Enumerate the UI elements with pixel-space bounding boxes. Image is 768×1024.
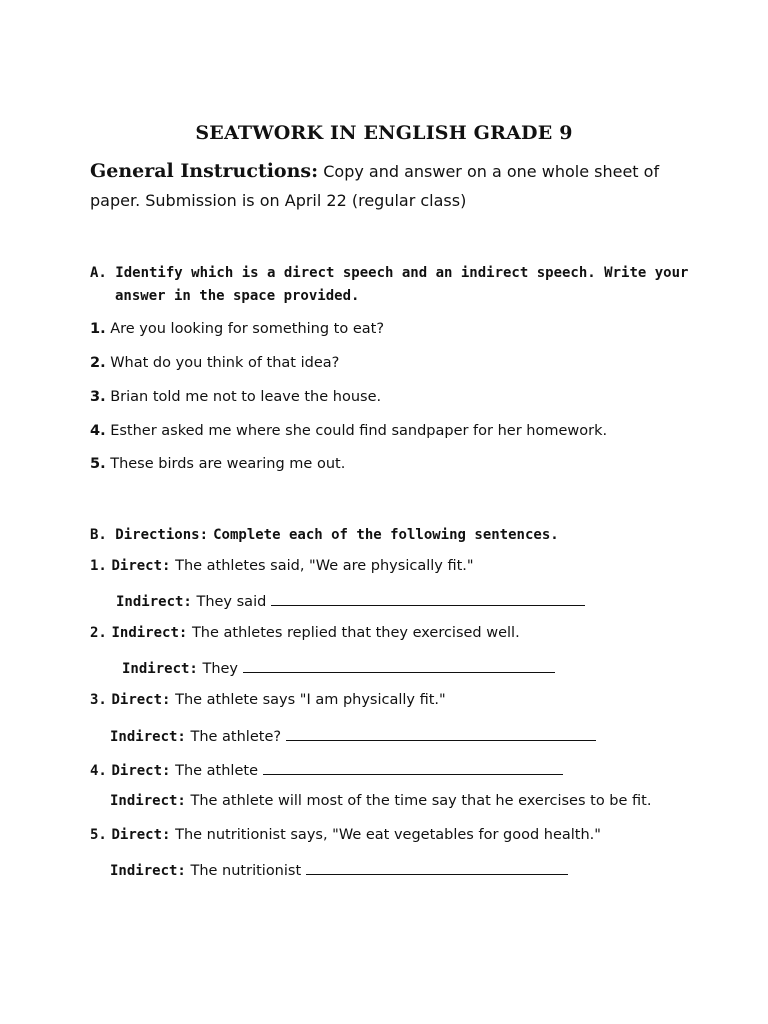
section-a-item xyxy=(90,321,384,337)
section-b-item xyxy=(122,658,555,677)
item-text: The athletes said, "We are physically fit." xyxy=(175,558,474,574)
item-text: The athlete xyxy=(175,763,258,779)
item-label: Indirect: xyxy=(116,594,192,610)
item-label: Indirect: xyxy=(110,793,186,809)
item-label: Direct: xyxy=(111,827,171,843)
section-a-instruction-line1: A. Identify which is a direct speech and an indirect speech. Write your xyxy=(90,265,689,281)
item-label: Indirect: xyxy=(110,729,186,745)
item-label: Direct: xyxy=(111,763,171,779)
item-number: 3. xyxy=(90,389,106,405)
item-text: These birds are wearing me out. xyxy=(110,456,346,472)
general-instructions-line2: paper. Submission is on April 22 (regular class) xyxy=(90,191,467,210)
item-number: 4. xyxy=(90,423,106,439)
item-number: 5. xyxy=(90,827,107,843)
section-b-item xyxy=(90,827,601,843)
item-text: The athlete? xyxy=(190,729,282,745)
item-number: 1. xyxy=(90,558,107,574)
item-text: They said xyxy=(196,594,267,610)
answer-blank[interactable] xyxy=(243,658,555,673)
item-text: The athlete will most of the time say that he exercises to be fit. xyxy=(190,793,652,809)
answer-blank[interactable] xyxy=(286,726,596,741)
item-text: Esther asked me where she could find sandpaper for her homework. xyxy=(110,423,608,439)
item-label: Direct: xyxy=(111,558,171,574)
item-label: Indirect: xyxy=(110,863,186,879)
section-b-item xyxy=(90,558,474,574)
item-label: Indirect: xyxy=(111,625,188,641)
section-a-item xyxy=(90,456,345,472)
item-text: They xyxy=(202,661,239,677)
section-a-item xyxy=(90,423,607,439)
item-number: 5. xyxy=(90,456,106,472)
section-b-item xyxy=(90,625,520,641)
general-instructions-text: Copy and answer on a one whole sheet of xyxy=(323,162,660,181)
item-label: Direct: xyxy=(111,692,171,708)
section-a-item xyxy=(90,389,381,405)
section-b-prefix: B. Directions: xyxy=(90,527,209,543)
item-text: Are you looking for something to eat? xyxy=(110,321,385,337)
section-b-item xyxy=(116,591,585,610)
section-b-text: Complete each of the following sentences. xyxy=(213,527,559,543)
general-instructions-heading: General Instructions: xyxy=(90,160,319,182)
section-b-item xyxy=(90,692,446,708)
item-number: 2. xyxy=(90,355,106,371)
item-label: Indirect: xyxy=(122,661,198,677)
item-number: 4. xyxy=(90,763,107,779)
section-b-item xyxy=(110,726,596,745)
item-text: What do you think of that idea? xyxy=(110,355,340,371)
answer-blank[interactable] xyxy=(271,591,585,606)
section-a-instruction-line2: answer in the space provided. xyxy=(115,288,360,304)
item-number: 2. xyxy=(90,625,107,641)
page-title: SEATWORK IN ENGLISH GRADE 9 xyxy=(195,122,573,144)
item-number: 1. xyxy=(90,321,106,337)
item-text: The athletes replied that they exercised well. xyxy=(191,625,520,641)
item-number: 3. xyxy=(90,692,107,708)
item-text: Brian told me not to leave the house. xyxy=(110,389,382,405)
section-b-item xyxy=(90,760,563,779)
section-b-item xyxy=(110,860,568,879)
section-b-directions xyxy=(90,524,559,543)
item-text: The nutritionist xyxy=(190,863,302,879)
general-instructions-line1 xyxy=(90,160,659,182)
section-b-item xyxy=(110,793,651,809)
answer-blank[interactable] xyxy=(263,760,563,775)
answer-blank[interactable] xyxy=(306,860,568,875)
section-a-item xyxy=(90,355,339,371)
item-text: The athlete says "I am physically fit." xyxy=(175,692,446,708)
item-text: The nutritionist says, "We eat vegetables for good health." xyxy=(175,827,601,843)
